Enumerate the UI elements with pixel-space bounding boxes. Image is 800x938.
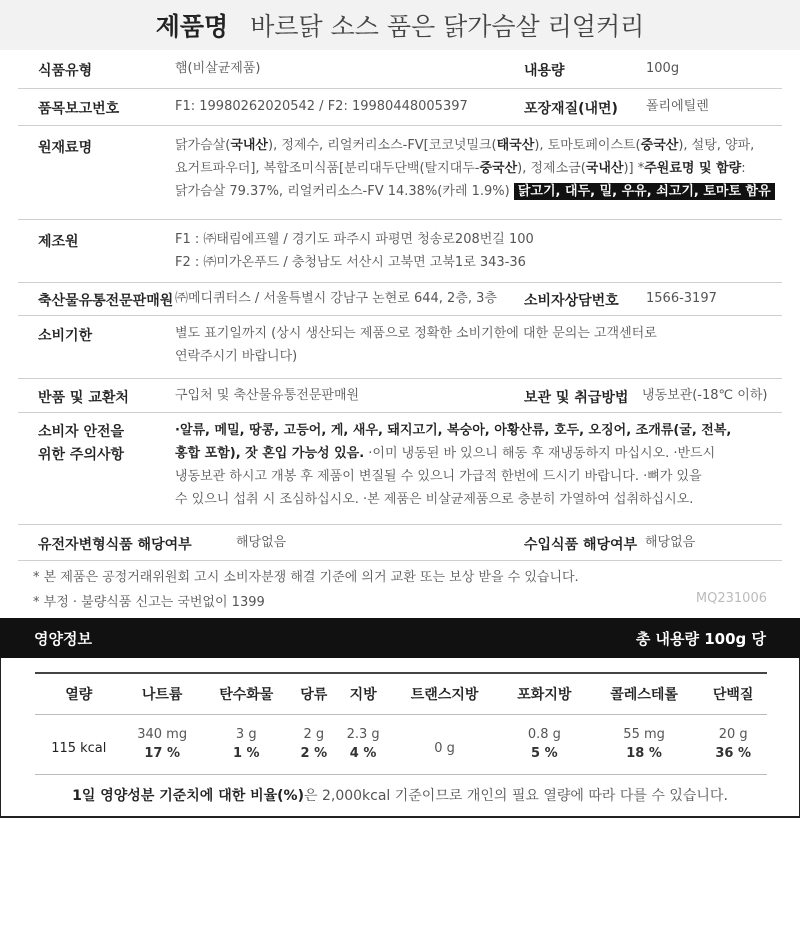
- calories-value: 115 kcal: [35, 723, 123, 775]
- origin-text: 태국산: [496, 138, 535, 153]
- protein-amount: 20 g: [718, 727, 748, 742]
- cholesterol-percent: 18 %: [589, 746, 699, 775]
- carbs-amount: 3 g: [235, 727, 257, 742]
- caution-text: 냉동보관 하시고 개봉 후 제품이 변질될 수 있으니 가급적 한번에 드시기 바랍니다. ·뼈가 있을: [175, 469, 702, 484]
- gmo-value: 해당없음: [236, 535, 287, 550]
- saturated-fat-percent: 5 %: [500, 746, 589, 775]
- returns-label: 반품 및 교환처: [38, 390, 129, 406]
- allergen-warning: 홍합 포함), 잣 혼입 가능성 있음.: [175, 446, 365, 461]
- exchange-note: * 본 제품은 공정거래위원회 고시 소비자분쟁 해결 기준에 의거 교환 또는 보상 받을 수 있습니다.: [33, 570, 579, 585]
- consumer-center-value: 1566-3197: [646, 291, 717, 306]
- fat-amount: 2.3 g: [346, 727, 380, 742]
- ingredients-text: :: [741, 161, 746, 176]
- gmo-label: 유전자변형식품 해당여부: [38, 537, 192, 553]
- info-row-ingredients: [18, 125, 782, 220]
- net-weight-value: 100g: [646, 61, 680, 76]
- report-note: * 부정 · 불량식품 신고는 국번없이 1399: [33, 595, 265, 610]
- nutrition-title: 영양정보: [34, 630, 92, 648]
- nutrition-basis: 총 내용량 100g 당: [635, 630, 766, 648]
- report-no-label: 품목보고번호: [38, 101, 120, 117]
- imported-label: 수입식품 해당여부: [524, 537, 638, 553]
- food-type-value: 햄(비살균제품): [175, 61, 261, 76]
- imported-value: 해당없음: [645, 535, 696, 550]
- caution-text: 수 있으니 섭취 시 조심하십시오. ·본 제품은 비살균제품으로 충분히 가열하여 섭취하십시오.: [175, 492, 694, 507]
- ingredients-text: ), 설탕, 양파,: [678, 138, 755, 153]
- ingredients-text: 요거트파우더], 복합조미식품[분리대두단백(탈지대두-: [175, 161, 480, 176]
- nutrition-table: [35, 672, 767, 775]
- storage-value: 냉동보관(-18℃ 이하): [642, 388, 768, 403]
- info-row-report-no: [18, 88, 782, 126]
- caution-text: ·이미 냉동된 바 있으니 해동 후 재냉동하지 마십시오. ·반드시: [364, 446, 716, 461]
- caution-value: [175, 419, 731, 511]
- nutrition-header-cell: 콜레스테롤: [589, 673, 699, 715]
- expiry-value: [175, 322, 657, 368]
- nutrition-header-cell: 포화지방: [500, 673, 589, 715]
- sodium-percent: 17 %: [123, 746, 202, 775]
- cholesterol-amount: 55 mg: [623, 727, 665, 742]
- nutrition-header-cell: 트랜스지방: [389, 673, 499, 715]
- info-row-manufacturer: [18, 219, 782, 283]
- main-ingredient-label: 주원료명 및 함량: [644, 161, 742, 176]
- nutrition-header: [0, 618, 800, 658]
- allergen-warning: ·알류, 메밀, 땅콩, 고등어, 게, 새우, 돼지고기, 복숭아, 아황산류, 호두, 오징어, 조개류(굴, 전복,: [175, 423, 732, 438]
- product-name-header: [0, 0, 800, 50]
- manufacturer-f2: F2 : ㈜미가온푸드 / 충청남도 서산시 고북면 고북1로 343-36: [175, 255, 526, 270]
- ingredients-text: ), 정제소금(: [517, 161, 586, 176]
- nutrition-header-cell: 단백질: [699, 673, 767, 715]
- caution-label: 소비자 안전을 위한 주의사항: [38, 424, 125, 463]
- manufacturer-value: [175, 228, 534, 274]
- ingredients-text: ), 정제수, 리얼커리소스-FV[코코넛밀크(: [268, 138, 497, 153]
- product-name-label: 제품명: [155, 12, 229, 41]
- carbs-percent: 1 %: [202, 746, 291, 775]
- ingredients-text: )] *: [623, 161, 645, 176]
- nutrition-header-cell: 지방: [337, 673, 389, 715]
- origin-text: 국내산: [585, 161, 624, 176]
- ingredients-label: 원재료명: [38, 140, 93, 156]
- sugar-percent: 2 %: [291, 746, 337, 775]
- origin-text: 중국산: [640, 138, 679, 153]
- consumer-center-label: 소비자상담번호: [524, 293, 619, 309]
- seller-label: 축산물유통전문판매원: [38, 293, 174, 309]
- nutrition-header-cell: 나트륨: [123, 673, 202, 715]
- seller-value: ㈜메디퀴터스 / 서울특별시 강남구 논현로 644, 2층, 3층: [175, 291, 497, 306]
- product-code: MQ231006: [695, 591, 767, 606]
- expiry-line: 별도 표기일까지 (상시 생산되는 제품으로 정확한 소비기한에 대한 문의는 고객센터로: [175, 326, 657, 341]
- origin-text: 국내산: [230, 138, 268, 153]
- info-row-returns: [18, 378, 782, 413]
- manufacturer-label: 제조원: [38, 234, 79, 250]
- trans-fat-amount: 0 g: [389, 723, 499, 775]
- food-type-label: 식품유형: [38, 63, 93, 79]
- ingredients-value: [175, 134, 775, 203]
- info-row-seller: [18, 282, 782, 316]
- manufacturer-f1: F1 : ㈜태림에프웰 / 경기도 파주시 파평면 청송로208번길 100: [175, 232, 534, 247]
- net-weight-label: 내용량: [524, 63, 565, 79]
- info-row-expiry: [18, 315, 782, 379]
- info-row-gmo: [18, 524, 782, 561]
- packaging-value: 폴리에틸렌: [646, 99, 709, 114]
- sodium-amount: 340 mg: [137, 727, 188, 742]
- nutrition-header-cell: 열량: [35, 673, 123, 715]
- packaging-label: 포장재질(내면): [524, 101, 618, 117]
- saturated-fat-amount: 0.8 g: [527, 727, 561, 742]
- report-no-value: F1: 19980262020542 / F2: 19980448005397: [175, 99, 468, 114]
- protein-percent: 36 %: [699, 746, 767, 775]
- ingredients-text: ), 토마토페이스트(: [534, 138, 641, 153]
- info-row-caution: [18, 412, 782, 525]
- nutrition-header-cell: 탄수화물: [202, 673, 291, 715]
- daily-value-note: 1일 영양성분 기준치에 대한 비율(%)은 2,000kcal 기준이므로 개인의 필요 열량에 따라 다를 수 있습니다.: [72, 788, 728, 804]
- expiry-line: 연락주시기 바랍니다): [175, 349, 298, 364]
- returns-value: 구입처 및 축산물유통전문판매원: [175, 388, 360, 403]
- nutrition-header-cell: 당류: [291, 673, 337, 715]
- main-ingredient-content: 닭가슴살 79.37%, 리얼커리소스-FV 14.38%(카레 1.9%): [175, 184, 510, 199]
- sugar-amount: 2 g: [303, 727, 325, 742]
- product-name-value: 바르닭 소스 품은 닭가슴살 리얼커리: [250, 12, 645, 41]
- expiry-label: 소비기한: [38, 328, 93, 344]
- fat-percent: 4 %: [337, 746, 389, 775]
- info-row-food-type: [18, 50, 782, 89]
- allergen-badge: 닭고기, 대두, 밀, 우유, 쇠고기, 토마토 함유: [514, 183, 775, 200]
- storage-label: 보관 및 취급방법: [524, 390, 629, 406]
- nutrition-panel: [0, 658, 800, 818]
- ingredients-text: 닭가슴살(: [175, 138, 231, 153]
- origin-text: 중국산: [479, 161, 518, 176]
